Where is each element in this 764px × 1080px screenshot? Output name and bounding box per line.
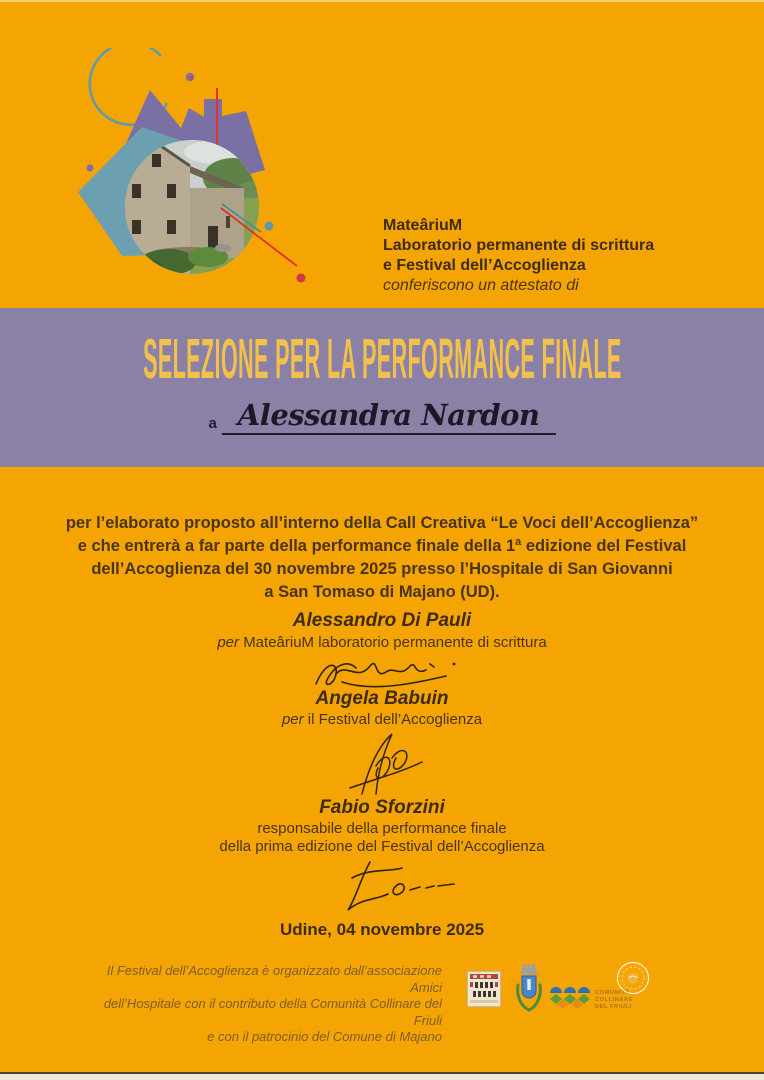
teal-dot xyxy=(265,222,274,231)
signatory-role-babuin xyxy=(0,711,764,728)
role-prefix: per xyxy=(217,634,240,651)
red-dot-inner xyxy=(190,76,194,80)
org-line3: e Festival dell’Accoglienza xyxy=(383,257,586,274)
comunita-text-line1: COMUNITÀ xyxy=(595,990,630,996)
role-text: il Festival dell’Accoglienza xyxy=(307,711,483,728)
recipient-name: Alessandra Nardon xyxy=(237,398,540,432)
role-prefix: per xyxy=(281,711,304,728)
signatory-role-di-pauli xyxy=(0,634,764,651)
credit-line: dell’Hospitale con il contributo della Comunità Collinare del Friuli xyxy=(103,996,442,1028)
credit-line: e con il patrocinio del Comune di Majano xyxy=(207,1029,442,1044)
credit-line: Il Festival dell’Accoglienza è organizzato dall’associazione Amici xyxy=(106,963,442,995)
title-banner xyxy=(0,308,764,467)
signatory-name-di-pauli: Alessandro Di Pauli xyxy=(292,610,472,631)
recipient-underline xyxy=(222,398,556,435)
certificate-body xyxy=(0,512,764,604)
signatory-name-sforzini: Fabio Sforzini xyxy=(319,797,445,818)
signatory-role-sforzini-2: della prima edizione del Festival dell’Accoglienza xyxy=(219,838,545,855)
footer-logos xyxy=(464,958,684,1018)
signature-angela-babuin xyxy=(332,730,432,798)
org-name: MateâriuM xyxy=(383,217,463,234)
red-dot-bottom xyxy=(297,274,306,283)
certificate-title: SELEZIONE PER LA PERFORMANCE FINALE xyxy=(142,329,622,392)
recipient-prefix: a xyxy=(208,415,217,432)
signature-fabio-sforzini xyxy=(318,856,458,914)
comunita-text-line2: COLLINARE xyxy=(595,997,634,1003)
collage-logo-graphic xyxy=(68,48,313,288)
body-line: e che entrerà a far parte della performance finale della 1ª edizione del Festival xyxy=(77,537,687,555)
recipient-line xyxy=(208,398,555,435)
signatory-name-babuin: Angela Babuin xyxy=(315,688,449,709)
body-line: dell’Accoglienza del 30 novembre 2025 presso l’Hospitale di San Giovanni xyxy=(91,560,673,578)
org-line2: Laboratorio permanente di scrittura xyxy=(383,237,655,254)
page-top-edge xyxy=(0,0,764,2)
footer-credits xyxy=(95,963,442,1046)
materium-collage-logo xyxy=(68,48,313,288)
body-line: per l’elaborato proposto all’interno della Call Creativa “Le Voci dell’Accoglienza” xyxy=(65,514,699,532)
org-tagline: conferiscono un attestato di xyxy=(383,277,579,294)
body-line: a San Tomaso di Majano (UD). xyxy=(264,583,500,601)
page-bottom-edge-strip xyxy=(0,1074,764,1080)
banner-title-row xyxy=(50,329,715,392)
organization-block xyxy=(383,216,654,296)
date-line: Udine, 04 novembre 2025 xyxy=(279,920,485,939)
role-text: MateâriuM laboratorio permanente di scrittura xyxy=(243,634,547,651)
festival-circular-stamp xyxy=(616,961,650,995)
amici-hospitale-logo xyxy=(467,971,501,1007)
comunita-text-line3: DEL FRIULI xyxy=(595,1004,632,1010)
signatory-role-sforzini-1: responsabile della performance finale xyxy=(257,820,507,837)
comune-majano-crest xyxy=(514,963,544,1013)
purple-dot-left xyxy=(87,165,94,172)
